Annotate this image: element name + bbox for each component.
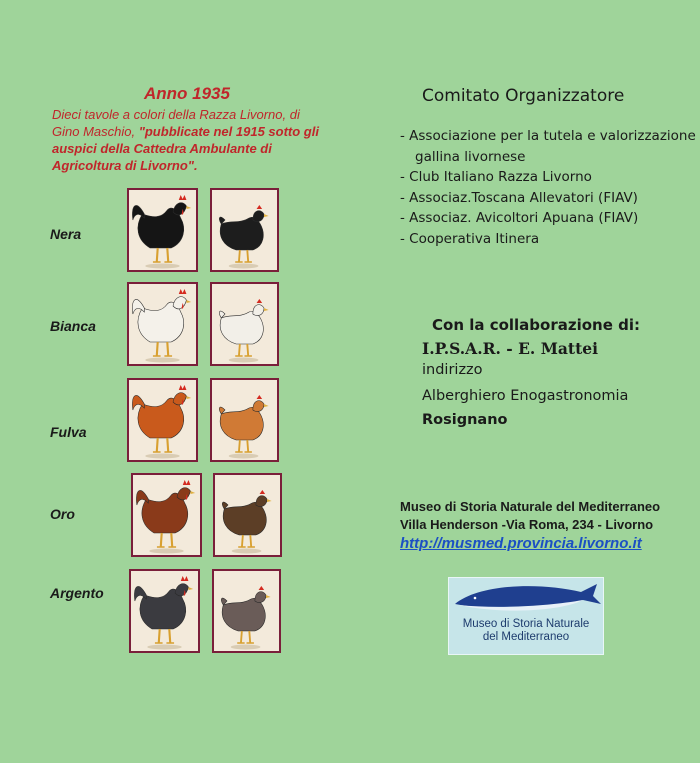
hen-plate [212, 569, 281, 653]
variety-label: Oro [50, 506, 75, 522]
collab-title: Con la collaborazione di: [432, 316, 640, 334]
committee-title: Comitato Organizzatore [422, 86, 625, 106]
committee-item: - Club Italiano Razza Livorno [400, 169, 592, 185]
plates-column [0, 0, 340, 763]
rooster-plate [129, 569, 200, 653]
intro-bold: "pubblicate nel 1915 sotto gli auspici della Cattedra Ambulante di Agricoltura di Livorno". [52, 124, 319, 173]
museum-address: Villa Henderson -Via Roma, 234 - Livorno [400, 517, 654, 532]
variety-label: Fulva [50, 424, 87, 440]
rooster-plate [127, 378, 198, 462]
collab-line-2: Alberghiero Enogastronomia [422, 388, 629, 404]
whale-icon [449, 578, 605, 618]
hen-plate [210, 378, 279, 462]
committee-item: - Cooperativa Itinera [400, 230, 540, 247]
rooster-plate [127, 282, 198, 366]
museum-link[interactable]: http://musmed.provincia.livorno.it [400, 535, 642, 552]
logo-line-1: Museo di Storia Naturale [462, 618, 590, 630]
collab-name: I.P.S.A.R. - E. Mattei [422, 339, 598, 358]
logo-line-2: del Mediterraneo [482, 631, 570, 643]
museum-logo [448, 577, 604, 655]
variety-label: Nera [50, 226, 82, 242]
info-column [340, 0, 700, 763]
hen-plate [210, 188, 279, 272]
intro-text [52, 106, 327, 174]
hen-plate [210, 282, 279, 366]
logo-text [449, 618, 603, 644]
hen-plate [213, 473, 282, 557]
committee-item: - Associazione per la tutela e valorizzazione gallina livornese [400, 128, 696, 165]
variety-label: Argento [50, 585, 104, 601]
committee-item: - Associaz. Avicoltori Apuana (FIAV) [400, 210, 639, 226]
rooster-plate [131, 473, 202, 557]
committee-item: - Associaz.Toscana Allevatori (FIAV) [400, 189, 638, 206]
rooster-plate [127, 188, 198, 272]
intro-plain: Dieci tavole a colori della Razza Livorno, di Gino Maschio, [52, 107, 300, 139]
committee-list [400, 126, 700, 249]
collab-line-1: indirizzo [422, 362, 483, 378]
collab-line-3: Rosignano [422, 412, 508, 428]
year-heading: Anno 1935 [144, 84, 230, 103]
museum-name: Museo di Storia Naturale del Mediterraneo [400, 499, 661, 514]
museum-info [400, 498, 700, 534]
variety-label: Bianca [50, 318, 96, 334]
